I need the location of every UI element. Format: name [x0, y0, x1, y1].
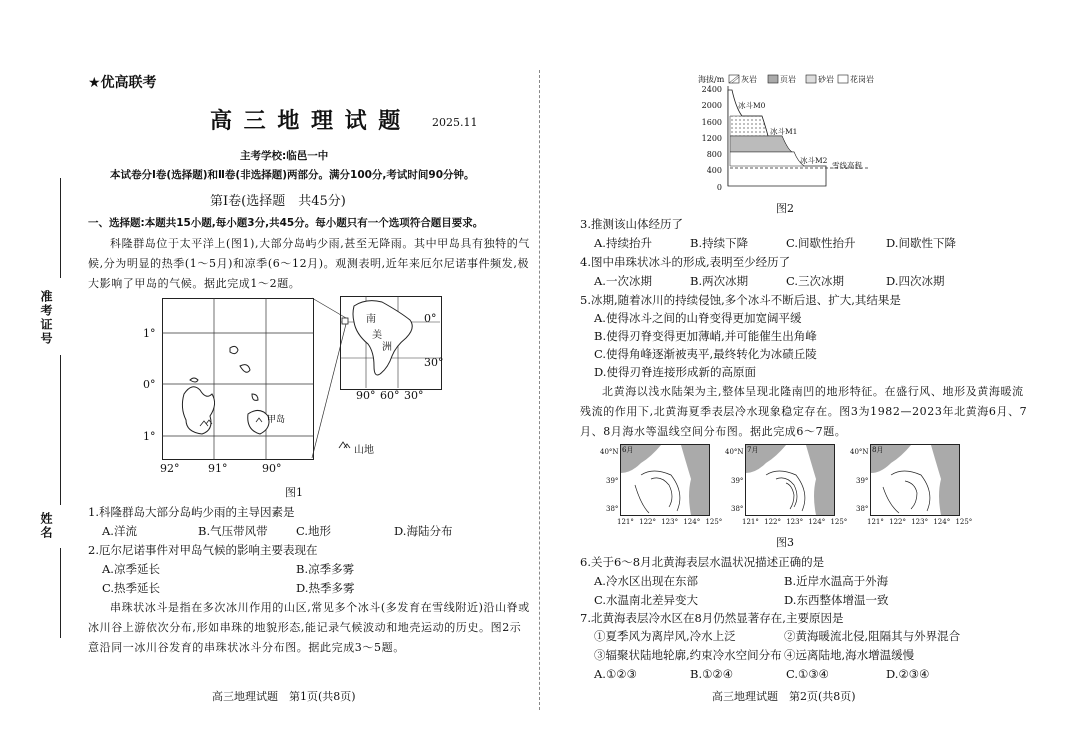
exam-notice: 本试卷分Ⅰ卷(选择题)和Ⅱ卷(非选择题)两部分。满分100分,考试时间90分钟。	[110, 169, 475, 181]
figure-3-caption: 图3	[776, 536, 794, 549]
fig3-lon-label: 125°	[955, 518, 973, 526]
q5-option-d[interactable]: D.使得刃脊连接形成新的高原面	[594, 365, 756, 379]
y-tick: 1600	[701, 117, 722, 127]
passage-3-line: 残流的作用下,北黄海夏季表层冷水现象稳定存在。图3为1982—2023年北黄海6月、7	[580, 405, 1028, 418]
fig2-y-title: 海拔/m	[698, 75, 725, 84]
question-3-stem: 3.推测该山体经历了	[580, 217, 683, 231]
passage-1-line: 科隆群岛位于太平洋上(图1),大部分岛屿少雨,甚至无降雨。其中甲岛具有独特的气	[110, 237, 530, 250]
cirque-m2-label: 冰斗M2	[800, 156, 828, 165]
fig3-lon-label: 121°	[742, 518, 759, 526]
fig3-lon-labels	[867, 518, 972, 526]
question-2-stem: 2.厄尔尼诺事件对甲岛气候的影响主要表现在	[88, 543, 318, 557]
fig3-panel-label: 8月	[872, 446, 884, 454]
y-tick: 800	[706, 150, 722, 160]
fig3-lon-label: 122°	[639, 518, 656, 526]
y-tick: 1200	[701, 133, 722, 143]
question-1-stem: 1.科隆群岛大部分岛屿少雨的主导因素是	[88, 505, 295, 519]
fig3-lon-label: 122°	[764, 518, 781, 526]
figure-1-map-drawing	[160, 296, 320, 466]
fig3-lon-label: 123°	[911, 518, 929, 526]
figure-1-caption: 图1	[285, 486, 303, 499]
question-1-options	[102, 521, 452, 541]
question-4-options	[594, 271, 944, 291]
exam-date: 2025.11	[432, 116, 478, 129]
fig3-lat-label: 39°	[731, 477, 744, 485]
fig3-lon-label: 123°	[786, 518, 804, 526]
name-label: 姓名	[39, 512, 53, 540]
fig2-y-ticks	[700, 82, 722, 196]
figure-2-caption: 图2	[776, 202, 794, 215]
passage-3-line: 北黄海以浅水陆架为主,整体呈现北隆南凹的地形特征。在盛行风、地形及黄海暖流	[602, 385, 1024, 398]
passage-1-line: 候,分为明显的热季(1～5月)和凉季(6～12月)。观测表明,近年来厄尔尼诺事件频发,极	[88, 257, 530, 270]
id-number-label: 准考证号	[39, 290, 53, 346]
q1-option-a[interactable]: A.洋流	[102, 524, 137, 538]
fig3-lon-label: 125°	[705, 518, 723, 526]
instruction: 一、选择题:本题共15小题,每小题3分,共45分。每小题只有一个选项符合题目要求。	[88, 217, 484, 229]
q1-option-d[interactable]: D.海陆分布	[394, 524, 453, 538]
q7-item: ②黄海暖流北侵,阻隔其与外界混合	[784, 629, 961, 643]
fig3-lon-label: 121°	[617, 518, 634, 526]
binding-line	[60, 355, 61, 505]
legend-sandstone: 砂岩	[818, 75, 834, 84]
fig3-lon-labels	[742, 518, 847, 526]
fig3-lat-label: 40°N	[725, 448, 744, 456]
page-divider	[539, 70, 540, 710]
fig3-lon-labels	[617, 518, 722, 526]
fig3-lat-label: 39°	[606, 477, 619, 485]
section-title: 第Ⅰ卷(选择题 共45分)	[210, 194, 346, 209]
q3-option-b[interactable]: B.持续下降	[690, 236, 749, 250]
fig3-lon-label: 124°	[933, 518, 951, 526]
lon-label: 92°	[160, 462, 180, 475]
q7-option-d[interactable]: D.②③④	[886, 667, 930, 681]
y-tick: 2000	[701, 101, 722, 111]
passage-1-line: 大影响了甲岛的气候。据此完成1～2题。	[88, 277, 301, 290]
fig3-lon-label: 124°	[808, 518, 826, 526]
fig3-lat-label: 39°	[856, 477, 869, 485]
passage-2	[88, 598, 530, 658]
q3-option-a[interactable]: A.持续抬升	[594, 236, 652, 250]
y-tick: 400	[706, 166, 722, 176]
passage-2-line: 冰川谷上游依次分布,形如串珠的地貌形态,能记录气候波动和地壳运动的历史。图2示	[88, 621, 522, 634]
host-school: 主考学校:临邑一中	[240, 150, 329, 162]
fig3-lat-label: 40°N	[850, 448, 869, 456]
lat-label: 1°	[143, 430, 156, 443]
page-title: 高 三 地 理 试 题	[210, 108, 403, 134]
exam-badge: ★优高联考	[88, 75, 157, 91]
fig3-panel-july	[745, 444, 835, 516]
q5-option-c[interactable]: C.使得角峰逐渐被夷平,最终转化为冰碛丘陵	[594, 347, 817, 361]
q7-option-a[interactable]: A.①②③	[594, 667, 637, 681]
fig3-lon-label: 124°	[683, 518, 701, 526]
question-4-stem: 4.图中串珠状冰斗的形成,表明至少经历了	[580, 255, 791, 269]
q4-option-a[interactable]: A.一次冰期	[594, 274, 652, 288]
q6-option-b[interactable]: B.近岸水温高于外海	[784, 574, 889, 588]
inset-eq-label: 0°	[424, 312, 437, 325]
binding-line	[60, 178, 61, 278]
snowline-label: 雪线高程	[832, 161, 862, 170]
legend-granite: 花岗岩	[850, 75, 874, 84]
fig3-lat-label: 38°	[731, 505, 744, 513]
q4-option-c[interactable]: C.三次冰期	[786, 274, 845, 288]
inset-lat30-label: 30°	[424, 356, 444, 369]
fig3-panel-august	[870, 444, 960, 516]
inset-continent-label: 洲	[382, 342, 392, 353]
q3-option-d[interactable]: D.间歇性下降	[886, 236, 956, 250]
q3-option-c[interactable]: C.间歇性抬升	[786, 236, 856, 250]
lon-label: 91°	[208, 462, 228, 475]
fig3-lat-label: 40°N	[600, 448, 619, 456]
passage-2-line: 意沿同一冰川谷发育的串珠状冰斗分布图。据此完成3～5题。	[88, 641, 405, 654]
q6-option-a[interactable]: A.冷水区出现在东部	[594, 574, 698, 588]
q2-option-d[interactable]: D.热季多雾	[296, 581, 355, 595]
fig3-lat-label: 38°	[606, 505, 619, 513]
question-6-stem: 6.关于6～8月北黄海表层水温状况描述正确的是	[580, 555, 825, 569]
q1-option-c[interactable]: C.地形	[296, 524, 332, 538]
legend-mountain-label: 山地	[354, 445, 374, 456]
q1-option-b[interactable]: B.气压带风带	[198, 524, 268, 538]
inset-lon-label: 30°	[404, 389, 424, 402]
q4-option-b[interactable]: B.两次冰期	[690, 274, 749, 288]
question-3-options	[594, 233, 956, 253]
lat-label: 1°	[143, 327, 156, 340]
cirque-m0-label: 冰斗M0	[738, 101, 766, 110]
question-5-stem: 5.冰期,随着冰川的持续侵蚀,多个冰斗不断后退、扩大,其结果是	[580, 293, 901, 307]
fig3-panel-label: 7月	[747, 446, 759, 454]
inset-south-label: 南	[366, 314, 376, 325]
q2-option-a[interactable]: A.凉季延长	[102, 562, 160, 576]
q7-item: ①夏季风为离岸风,冷水上泛	[594, 629, 736, 643]
q6-option-d[interactable]: D.东西整体增温一致	[784, 593, 889, 607]
inset-america-label: 美	[372, 330, 382, 341]
q6-option-c[interactable]: C.水温南北差异变大	[594, 593, 699, 607]
cirque-m1-label: 冰斗M1	[770, 127, 798, 136]
fig3-panel-label: 6月	[622, 446, 634, 454]
question-7-options	[594, 664, 929, 684]
fig3-lon-label: 125°	[830, 518, 848, 526]
q2-option-b[interactable]: B.凉季多雾	[296, 562, 355, 576]
q7-item: ③辐聚状陆地轮廓,约束冷水空间分布	[594, 648, 782, 662]
inset-lon-label: 90°	[356, 389, 376, 402]
fig3-panel-june	[620, 444, 710, 516]
q7-item: ④远离陆地,海水增温缓慢	[784, 648, 915, 662]
legend-limestone: 灰岩	[741, 75, 757, 84]
footer-left: 高三地理试题 第1页(共8页)	[212, 690, 356, 703]
fig3-lon-label: 121°	[867, 518, 884, 526]
binding-line	[60, 548, 61, 638]
island-shapes	[182, 346, 269, 434]
q7-option-b[interactable]: B.①②④	[690, 667, 734, 681]
legend-shale: 页岩	[780, 75, 796, 84]
q7-option-c[interactable]: C.①③④	[786, 667, 829, 681]
y-tick: 0	[716, 182, 722, 192]
island-jia-label: 甲岛	[267, 415, 286, 425]
passage-2-line: 串珠状冰斗是指在多次冰川作用的山区,常见多个冰斗(多发育在雪线附近)沿山脊或	[110, 601, 530, 614]
passage-1	[88, 234, 530, 294]
passage-3	[580, 382, 1028, 442]
q4-option-d[interactable]: D.四次冰期	[886, 274, 945, 288]
lat-label: 0°	[143, 378, 156, 391]
q5-option-a[interactable]: A.使得冰斗之间的山脊变得更加宽阔平缓	[594, 311, 802, 325]
inset-lon-label: 60°	[380, 389, 400, 402]
passage-3-line: 月、8月海水等温线空间分布图。据此完成6～7题。	[580, 425, 847, 438]
fig3-lat-label: 38°	[856, 505, 869, 513]
q2-option-c[interactable]: C.热季延长	[102, 581, 161, 595]
footer-right: 高三地理试题 第2页(共8页)	[712, 690, 856, 703]
y-tick: 2400	[701, 85, 722, 94]
fig3-lon-label: 122°	[889, 518, 906, 526]
fig3-lon-label: 123°	[661, 518, 679, 526]
question-7-stem: 7.北黄海表层冷水区在8月仍然显著存在,主要原因是	[580, 611, 844, 625]
lon-label: 90°	[262, 462, 282, 475]
q5-option-b[interactable]: B.使得刃脊变得更加薄峭,并可能催生出角峰	[594, 329, 817, 343]
